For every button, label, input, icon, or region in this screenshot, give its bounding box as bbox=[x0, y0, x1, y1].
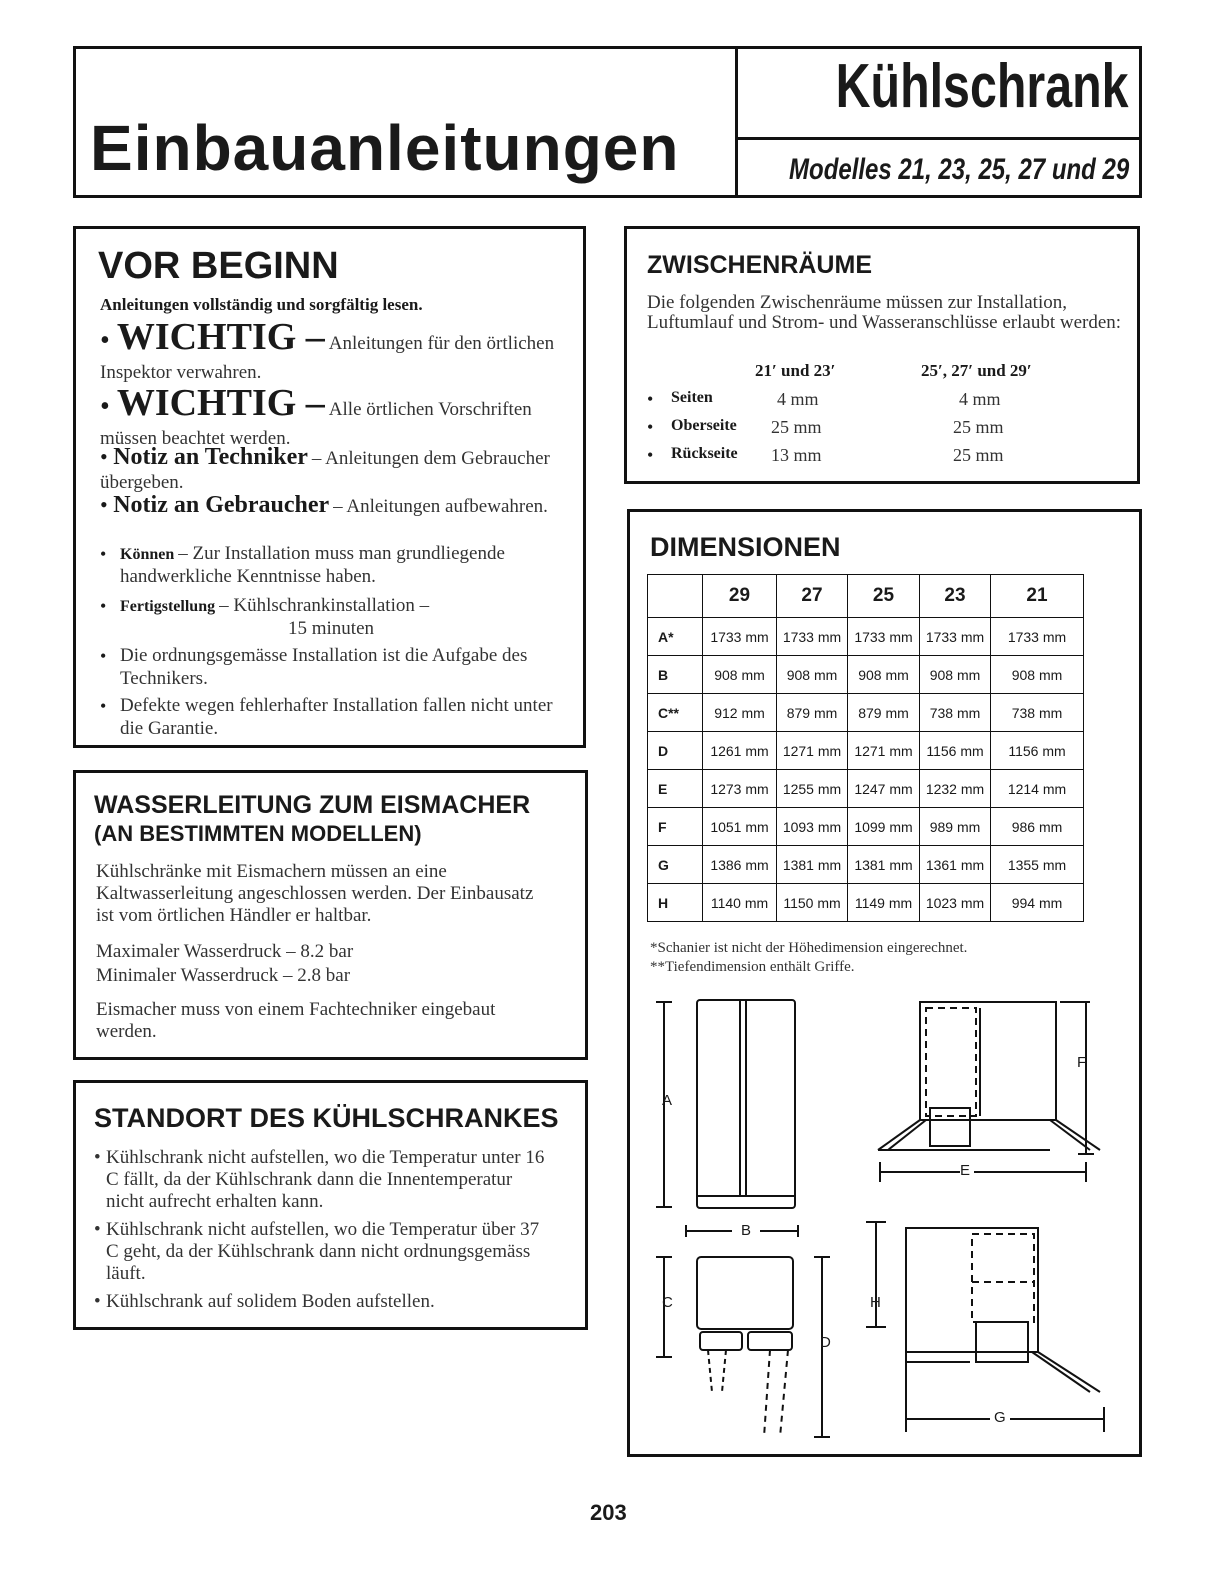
section-heading: DIMENSIONEN bbox=[650, 532, 841, 562]
table-cell: 989 mm bbox=[920, 808, 991, 846]
header-box bbox=[73, 46, 1142, 198]
table-cell: 1261 mm bbox=[703, 732, 777, 770]
column-header: 29 bbox=[703, 575, 777, 618]
table-cell: 1733 mm bbox=[703, 618, 777, 656]
table-cell: 1150 mm bbox=[777, 884, 848, 922]
table-cell: 879 mm bbox=[848, 694, 920, 732]
page-number: 203 bbox=[590, 1500, 627, 1525]
list-item: • Kühlschrank nicht aufstellen, wo die Temperatur über 37 C geht, da der Kühlschrank dann nicht ordnungsgemäss läuft. bbox=[94, 1219, 540, 1284]
dimension-label: A bbox=[662, 1092, 673, 1109]
table-cell: 908 mm bbox=[777, 656, 848, 694]
corner-cell bbox=[648, 575, 703, 618]
table-cell: 1099 mm bbox=[848, 808, 920, 846]
item-text: – Anleitungen aufbewahren. bbox=[333, 496, 548, 517]
item-text-2: 15 minuten bbox=[288, 618, 375, 639]
paragraph: Kühlschränke mit Eismachern müssen an eine Kaltwasserleitung angeschlossen werden. Der Einbausatz ist vom örtlichen Händler er haltbar. bbox=[96, 861, 534, 926]
table-cell: 912 mm bbox=[703, 694, 777, 732]
row-value: 4 mm bbox=[959, 389, 1001, 409]
item-text: Kühlschrank auf solidem Boden aufstellen. bbox=[106, 1291, 435, 1312]
page-title: Einbauanleitungen bbox=[90, 112, 680, 184]
column-header: 23 bbox=[920, 575, 991, 618]
table-cell: 1381 mm bbox=[777, 846, 848, 884]
table-cell: 1214 mm bbox=[991, 770, 1084, 808]
zwischen-box: ZWISCHENRÄUME Die folgenden Zwischenräume müssen zur Installation, Luftumlauf und Strom- und Wasseranschlüsse erlaubt werden: 21′ und 23′ 25′, 27′ und 29′ • Seiten 4 mm 4 mm • Oberseite 25 mm 25 mm • Rückseite 13 mm 25 mm bbox=[624, 226, 1140, 484]
min-pressure: Minimaler Wasserdruck – 2.8 bar bbox=[96, 965, 351, 986]
item-label: WICHTIG – bbox=[116, 316, 325, 358]
table-cell: 994 mm bbox=[991, 884, 1084, 922]
section-heading: WASSERLEITUNG ZUM EISMACHER bbox=[94, 791, 531, 819]
front-view bbox=[656, 1000, 798, 1237]
dimension-label: F bbox=[1077, 1054, 1087, 1071]
item-text: Defekte wegen fehlerhafter Installation fallen nicht unter die Garantie. bbox=[120, 695, 553, 739]
item-label: Notiz an Gebraucher bbox=[113, 492, 330, 518]
item-text: – Zur Installation muss man grundliegende handwerkliche Kenntnisse haben. bbox=[120, 543, 505, 587]
table-cell: 986 mm bbox=[991, 808, 1084, 846]
table-header-row bbox=[648, 575, 1084, 618]
product-title: Kühlschrank bbox=[836, 52, 1129, 121]
table-cell: 1271 mm bbox=[848, 732, 920, 770]
table-row bbox=[648, 732, 1084, 770]
table-row bbox=[648, 770, 1084, 808]
row-label: B bbox=[648, 656, 703, 694]
col-header-1: 21′ und 23′ bbox=[755, 361, 836, 380]
table-cell: 1733 mm bbox=[991, 618, 1084, 656]
header-divider bbox=[735, 49, 738, 195]
table-cell: 1733 mm bbox=[777, 618, 848, 656]
table-row bbox=[648, 656, 1084, 694]
dimension-label: C bbox=[662, 1294, 673, 1311]
table-cell: 1381 mm bbox=[848, 846, 920, 884]
fridge-dimension-diagram bbox=[630, 982, 1139, 1452]
table-cell: 1232 mm bbox=[920, 770, 991, 808]
standort-box bbox=[73, 1080, 588, 1330]
full-open-view bbox=[866, 1222, 1104, 1432]
row-value: 25 mm bbox=[771, 417, 822, 437]
list-item: • Notiz an Gebraucher – Anleitungen aufbewahren. bbox=[100, 492, 548, 518]
table-cell: 1023 mm bbox=[920, 884, 991, 922]
section-heading: STANDORT DES KÜHLSCHRANKES bbox=[94, 1103, 559, 1133]
row-value: 13 mm bbox=[771, 445, 822, 465]
list-item: • Die ordnungsgemässe Installation ist die Aufgabe des Technikers. bbox=[100, 645, 528, 689]
row-value: 25 mm bbox=[953, 417, 1004, 437]
row-label: Rückseite bbox=[671, 445, 738, 462]
section-heading: VOR BEGINN bbox=[98, 245, 339, 287]
table-cell: 1733 mm bbox=[920, 618, 991, 656]
table-cell: 1271 mm bbox=[777, 732, 848, 770]
row-label: D bbox=[648, 732, 703, 770]
paragraph: Die folgenden Zwischenräume müssen zur Installation, Luftumlauf und Strom- und Wasseranschlüsse erlaubt werden: bbox=[647, 292, 1122, 333]
table-cell: 908 mm bbox=[848, 656, 920, 694]
vor-beginn-box bbox=[73, 226, 586, 748]
row-label: G bbox=[648, 846, 703, 884]
table-cell: 879 mm bbox=[777, 694, 848, 732]
intro-text: Anleitungen vollständig und sorgfältig lesen. bbox=[100, 295, 423, 314]
wasser-box bbox=[73, 770, 588, 1060]
item-text: Alle örtlichen Vorschriften müssen beachtet werden. bbox=[100, 399, 532, 449]
item-label: Können bbox=[120, 546, 175, 563]
table-cell: 1156 mm bbox=[991, 732, 1084, 770]
list-item: • Notiz an Techniker – Anleitungen dem Gebraucher übergeben. bbox=[100, 444, 550, 493]
row-label: Oberseite bbox=[671, 417, 737, 434]
table-cell: 1255 mm bbox=[777, 770, 848, 808]
top-view bbox=[656, 1257, 830, 1437]
table-cell: 1149 mm bbox=[848, 884, 920, 922]
list-item: • Können – Zur Installation muss man grundliegende handwerkliche Kenntnisse haben. bbox=[100, 543, 505, 587]
table-row bbox=[648, 846, 1084, 884]
item-text: Kühlschrank nicht aufstellen, wo die Temperatur unter 16 C fällt, da der Kühlschrank dann die Innentemperatur nicht aufrecht erhalten kann. bbox=[106, 1147, 545, 1212]
item-text: Die ordnungsgemässe Installation ist die Aufgabe des Technikers. bbox=[120, 645, 528, 689]
dimensionen-box bbox=[627, 509, 1142, 1457]
table-row bbox=[648, 618, 1084, 656]
list-item: • Kühlschrank nicht aufstellen, wo die Temperatur unter 16 C fällt, da der Kühlschrank dann die Innentemperatur nicht aufrecht erhalten kann. bbox=[94, 1147, 545, 1212]
open-doors-view bbox=[878, 1002, 1100, 1182]
table-cell: 908 mm bbox=[991, 656, 1084, 694]
row-label: A* bbox=[648, 618, 703, 656]
item-label: Fertigstellung bbox=[120, 598, 216, 615]
table-cell: 1361 mm bbox=[920, 846, 991, 884]
list-item: • Fertigstellung – Kühlschrankinstallation – 15 minuten bbox=[100, 595, 570, 640]
item-text: – Kühlschrankinstallation – bbox=[219, 595, 430, 616]
table-cell: 1051 mm bbox=[703, 808, 777, 846]
item-text: Anleitungen für den örtlichen Inspektor verwahren. bbox=[100, 333, 555, 383]
list-item: • Kühlschrank auf solidem Boden aufstellen. bbox=[94, 1291, 435, 1312]
list-item: • WICHTIG – Alle örtlichen Vorschriften müssen beachtet werden. bbox=[100, 382, 532, 449]
dimension-label: B bbox=[741, 1222, 752, 1239]
item-text: Kühlschrank nicht aufstellen, wo die Temperatur über 37 C geht, da der Kühlschrank dann nicht ordnungsgemäss läuft. bbox=[106, 1219, 540, 1284]
table-cell: 1156 mm bbox=[920, 732, 991, 770]
item-label: WICHTIG – bbox=[116, 382, 325, 424]
table-cell: 1733 mm bbox=[848, 618, 920, 656]
dimension-label: G bbox=[994, 1409, 1006, 1426]
footnote: *Schanier ist nicht der Höhedimension eingerechnet. bbox=[650, 940, 968, 956]
table-cell: 908 mm bbox=[920, 656, 991, 694]
row-label: Seiten bbox=[671, 389, 713, 406]
list-item: • WICHTIG – Anleitungen für den örtlichen Inspektor verwahren. bbox=[100, 316, 555, 383]
table-cell: 738 mm bbox=[991, 694, 1084, 732]
list-item: • Defekte wegen fehlerhafter Installation fallen nicht unter die Garantie. bbox=[100, 695, 553, 739]
table-row bbox=[648, 808, 1084, 846]
table-cell: 908 mm bbox=[703, 656, 777, 694]
row-label: H bbox=[648, 884, 703, 922]
row-label: C** bbox=[648, 694, 703, 732]
paragraph: Eismacher muss von einem Fachtechniker eingebaut werden. bbox=[96, 999, 496, 1042]
dimension-label: E bbox=[960, 1162, 971, 1179]
item-text: – Anleitungen dem Gebraucher übergeben. bbox=[100, 448, 550, 493]
column-header: 25 bbox=[848, 575, 920, 618]
table-cell: 1093 mm bbox=[777, 808, 848, 846]
dimension-label: H bbox=[870, 1294, 881, 1311]
table-cell: 1386 mm bbox=[703, 846, 777, 884]
column-header: 21 bbox=[991, 575, 1084, 618]
section-subheading: (AN BESTIMMTEN MODELLEN) bbox=[94, 821, 422, 846]
row-label: E bbox=[648, 770, 703, 808]
table-row bbox=[648, 884, 1084, 922]
header-rule bbox=[738, 137, 1142, 140]
table-row bbox=[648, 694, 1084, 732]
dimensions-table bbox=[647, 574, 1084, 922]
table-cell: 1355 mm bbox=[991, 846, 1084, 884]
column-header: 27 bbox=[777, 575, 848, 618]
row-value: 4 mm bbox=[777, 389, 819, 409]
row-label: F bbox=[648, 808, 703, 846]
item-label: Notiz an Techniker bbox=[113, 444, 308, 470]
max-pressure: Maximaler Wasserdruck – 8.2 bar bbox=[96, 941, 354, 962]
table-cell: 1140 mm bbox=[703, 884, 777, 922]
dimension-label: D bbox=[820, 1334, 831, 1351]
table-cell: 738 mm bbox=[920, 694, 991, 732]
table-cell: 1273 mm bbox=[703, 770, 777, 808]
section-heading: ZWISCHENRÄUME bbox=[647, 251, 872, 279]
row-value: 25 mm bbox=[953, 445, 1004, 465]
footnote: **Tiefendimension enthält Griffe. bbox=[650, 959, 855, 975]
models-subtitle: Modelles 21, 23, 25, 27 und 29 bbox=[788, 153, 1129, 186]
table-cell: 1247 mm bbox=[848, 770, 920, 808]
col-header-2: 25′, 27′ und 29′ bbox=[921, 361, 1032, 380]
